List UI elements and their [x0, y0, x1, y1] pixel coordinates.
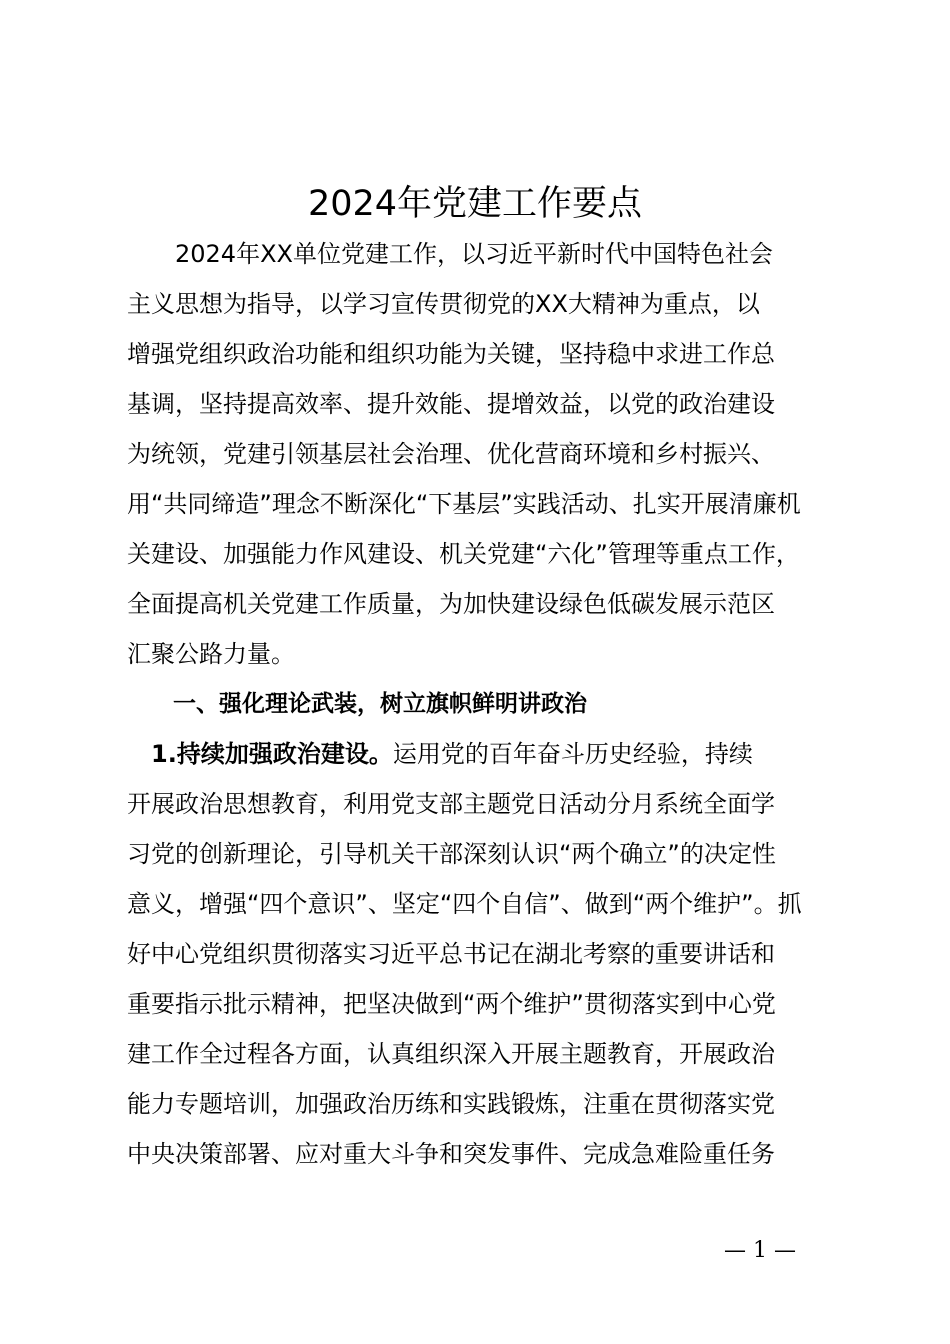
item1-line-2: 开展政治思想教育，利用党支部主题党日活动分月系统全面学	[127, 790, 775, 818]
item1-heading: 1.持续加强政治建设。	[127, 740, 393, 768]
item1-line-5: 好中心党组织贯彻落实习近平总书记在湖北考察的重要讲话和	[127, 940, 775, 968]
item1-first-line	[127, 729, 857, 779]
intro-line-9: 汇聚公路力量。	[127, 640, 295, 668]
intro-line-2: 主义思想为指导，以学习宣传贯彻党的XX大精神为重点，以	[127, 290, 760, 318]
intro-line-7: 关建设、加强能力作风建设、机关党建“六化”管理等重点工作，	[127, 540, 800, 568]
document-title: 2024年党建工作要点	[307, 184, 643, 224]
intro-line-6: 用“共同缔造”理念不断深化“下基层”实践活动、扎实开展清廉机	[127, 490, 801, 518]
page-number: — 1 —	[724, 1238, 796, 1263]
intro-line-3: 增强党组织政治功能和组织功能为关键，坚持稳中求进工作总	[127, 340, 775, 368]
item1-line-8: 能力专题培训，加强政治历练和实践锻炼，注重在贯彻落实党	[127, 1090, 775, 1118]
intro-line-1: 2024年XX单位党建工作，以习近平新时代中国特色社会	[127, 240, 773, 268]
item1-line-7: 建工作全过程各方面，认真组织深入开展主题教育，开展政治	[127, 1040, 775, 1068]
intro-line-5: 为统领，党建引领基层社会治理、优化营商环境和乡村振兴、	[127, 440, 775, 468]
section-heading: 一、强化理论武装，树立旗帜鲜明讲政治	[127, 691, 587, 717]
item1-line-6: 重要指示批示精神，把坚决做到“两个维护”贯彻落实到中心党	[127, 990, 776, 1018]
item1-line-3: 习党的创新理论，引导机关干部深刻认识“两个确立”的决定性	[127, 840, 776, 868]
item1-first-line-text: 运用党的百年奋斗历史经验，持续	[392, 740, 753, 768]
intro-line-4: 基调，坚持提高效率、提升效能、提增效益，以党的政治建设	[127, 390, 775, 418]
item1-line-4: 意义，增强“四个意识”、坚定“四个自信”、做到“两个维护”。抓	[127, 890, 802, 918]
intro-line-8: 全面提高机关党建工作质量，为加快建设绿色低碳发展示范区	[127, 590, 775, 618]
item1-line-9: 中央决策部署、应对重大斗争和突发事件、完成急难险重任务	[127, 1140, 775, 1168]
